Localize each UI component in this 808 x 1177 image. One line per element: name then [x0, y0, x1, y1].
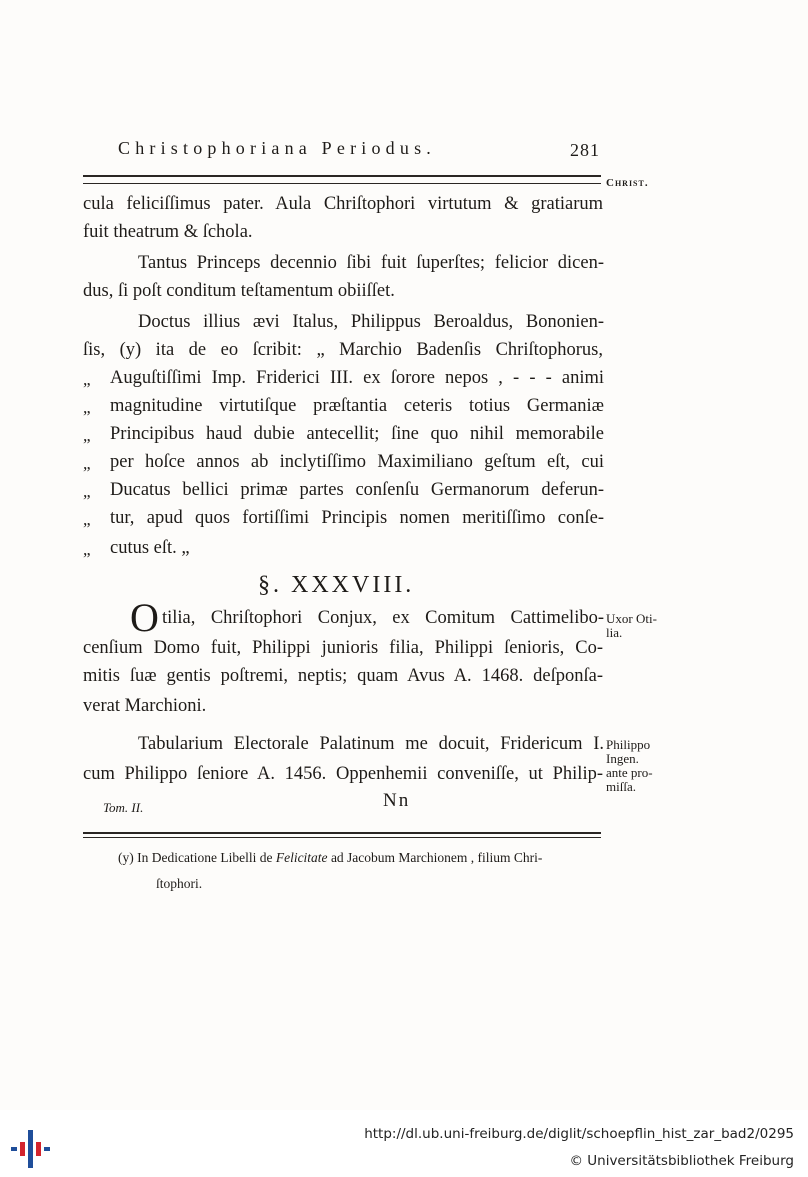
section-line-4: verat Marchioni.: [83, 696, 207, 716]
header-rule: [83, 175, 601, 184]
quote-line-6: tur, apud quos fortiſſimi Principis nomen meritiſſimo conſe-: [110, 508, 604, 528]
footnote-text-before: In Dedicatione Libelli de: [137, 850, 273, 865]
page-number: 281: [570, 140, 600, 160]
running-head-title: Christophoriana Periodus.: [118, 138, 436, 158]
margin-note-uxor: Uxor Oti- lia.: [606, 611, 657, 640]
running-head: [118, 138, 600, 162]
body-line-4: dus, ſi poſt conditum teſtamentum obiiſſet.: [83, 281, 395, 301]
quote-line-4: per hoſce annos ab inclytiſſimo Maximiliano geſtum eſt, cui: [110, 452, 604, 472]
quote-mark: „: [83, 510, 91, 529]
margin-label-christ: Christ.: [606, 177, 649, 189]
signature-mark: Nn: [383, 790, 411, 811]
quote-mark: „: [83, 540, 91, 559]
section-line-6: cum Philippo ſeniore A. 1456. Oppenhemii conveniſſe, ut Philip-: [83, 764, 603, 784]
library-logo-icon: [11, 1130, 51, 1168]
section-heading: §. XXXVIII.: [258, 572, 415, 598]
margin-note-philippo: Philippo Ingen. ante pro- miſſa.: [606, 737, 653, 794]
body-line-1: cula feliciſſimus pater. Aula Chriſtophori virtutum & gratiarum: [83, 194, 603, 214]
footnote-marker: (y): [118, 850, 134, 865]
footer-url-link[interactable]: http://dl.ub.uni-freiburg.de/diglit/schoepflin_hist_zar_bad2/0295: [364, 1126, 794, 1142]
footer-copyright: © Universitätsbibliothek Freiburg: [569, 1153, 794, 1169]
quote-line-2: magnitudine virtutiſque præſtantia ceteris totius Germaniæ: [110, 396, 604, 416]
footnote-rule: [83, 832, 601, 838]
footnote-line-1: [118, 846, 542, 870]
quote-mark: „: [83, 398, 91, 417]
quote-line-5: Ducatus bellici primæ partes conſenſu Germanorum deferun-: [110, 480, 604, 500]
volume-signature: Tom. II.: [103, 800, 144, 815]
footnote-text-after: ad Jacobum Marchionem , filium Chri-: [330, 850, 543, 865]
quote-mark: „: [83, 482, 91, 501]
section-line-1: tilia, Chriſtophori Conjux, ex Comitum Cattimelibo-: [162, 608, 604, 628]
body-line-3: Tantus Princeps decennio ſibi fuit ſuperſtes; felicior dicen-: [138, 253, 604, 273]
body-line-6: ſis, (y) ita de eo ſcribit: „ Marchio Badenſis Chriſtophorus,: [83, 340, 603, 360]
section-line-5: Tabularium Electorale Palatinum me docuit, Fridericum I.: [138, 734, 604, 754]
body-line-2: fuit theatrum & ſchola.: [83, 222, 253, 242]
quote-line-1: Auguſtiſſimi Imp. Friderici III. ex ſorore nepos , - - - animi: [110, 368, 604, 388]
quote-mark: „: [83, 454, 91, 473]
body-line-5: Doctus illius ævi Italus, Philippus Beroaldus, Bononien-: [138, 312, 604, 332]
footnote-italic: Felicitate: [275, 850, 328, 865]
section-line-3: mitis ſuæ gentis poſtremi, neptis; quam Avus A. 1468. deſponſa-: [83, 666, 603, 686]
quote-line-3: Principibus haud dubie antecellit; ſine quo nihil memorabile: [110, 424, 604, 444]
quote-mark: „: [83, 426, 91, 445]
footnote-line-2: ſtophori.: [156, 876, 203, 891]
drop-initial: O: [130, 595, 159, 640]
quote-line-7: cutus eſt. „: [110, 538, 190, 558]
section-line-2: cenſium Domo fuit, Philippi junioris filia, Philippi ſenioris, Co-: [83, 638, 603, 658]
quote-mark: „: [83, 370, 91, 389]
